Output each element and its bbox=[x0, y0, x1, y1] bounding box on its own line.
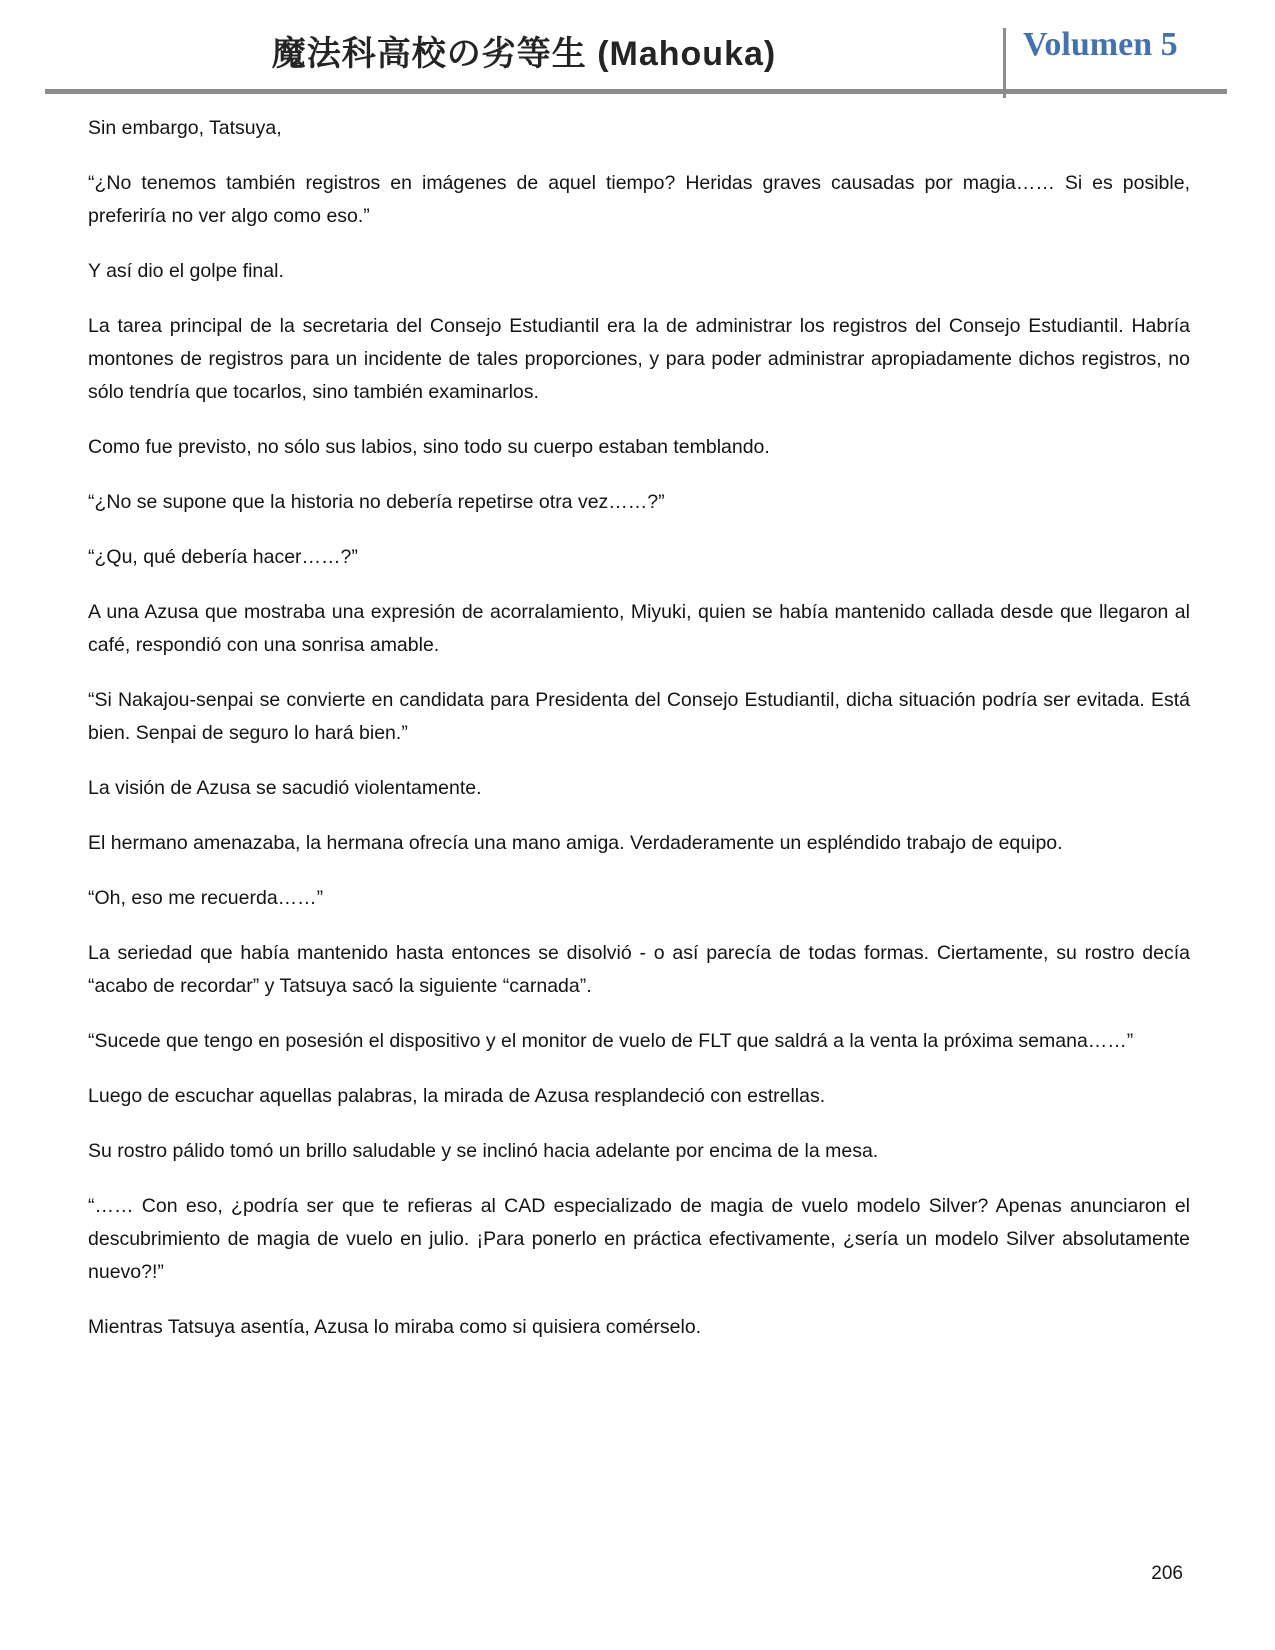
paragraph: “Oh, eso me recuerda……” bbox=[88, 887, 324, 909]
book-title: 魔法科高校の劣等生 (Mahouka) bbox=[271, 35, 777, 73]
paragraph: La visión de Azusa se sacudió violentamente. bbox=[88, 777, 482, 799]
paragraph: Mientras Tatsuya asentía, Azusa lo miraba como si quisiera comérselo. bbox=[88, 1316, 702, 1338]
paragraph: Como fue previsto, no sólo sus labios, sino todo su cuerpo estaban temblando. bbox=[88, 436, 770, 458]
paragraph: Sin embargo, Tatsuya, bbox=[88, 117, 282, 139]
page-header bbox=[0, 0, 1275, 96]
header-vertical-divider bbox=[1003, 28, 1006, 98]
paragraph: “Sucede que tengo en posesión el dispositivo y el monitor de vuelo de FLT que saldrá a la venta la próxima semana……” bbox=[88, 1030, 1134, 1052]
header-rule bbox=[45, 89, 1227, 94]
paragraph: La tarea principal de la secretaria del Consejo Estudiantil era la de administrar los registros del Consejo Estudiantil. Habría montones de registros para un incidente de tales proporciones, y para poder administrar apropiadamente dichos registros, no sólo tendría que tocarlos, sino también examinarlos. bbox=[88, 315, 1190, 403]
paragraph: Su rostro pálido tomó un brillo saludable y se inclinó hacia adelante por encima de la mesa. bbox=[88, 1140, 879, 1162]
paragraph: “¿No se supone que la historia no debería repetirse otra vez……?” bbox=[88, 491, 665, 513]
paragraph: “¿No tenemos también registros en imágenes de aquel tiempo? Heridas graves causadas por magia…… Si es posible, preferiría no ver algo como eso.” bbox=[88, 172, 1190, 227]
paragraph: Y así dio el golpe final. bbox=[88, 260, 284, 282]
paragraph: A una Azusa que mostraba una expresión de acorralamiento, Miyuki, quien se había mantenido callada desde que llegaron al café, respondió con una sonrisa amable. bbox=[88, 601, 1190, 656]
paragraph: “Si Nakajou-senpai se convierte en candidata para Presidenta del Consejo Estudiantil, dicha situación podría ser evitada. Está bien. Senpai de seguro lo hará bien.” bbox=[88, 689, 1190, 744]
paragraph: La seriedad que había mantenido hasta entonces se disolvió - o así parecía de todas formas. Ciertamente, su rostro decía “acabo de recordar” y Tatsuya sacó la siguiente “carnada”. bbox=[88, 942, 1190, 997]
paragraph: “…… Con eso, ¿podría ser que te refieras al CAD especializado de magia de vuelo modelo Silver? Apenas anunciaron el descubrimiento de magia de vuelo en julio. ¡Para ponerlo en práctica efectivamente, ¿sería un modelo Silver absolutamente nuevo?!” bbox=[88, 1195, 1190, 1283]
paragraph: “¿Qu, qué debería hacer……?” bbox=[88, 546, 358, 568]
paragraph: El hermano amenazaba, la hermana ofrecía una mano amiga. Verdaderamente un espléndido trabajo de equipo. bbox=[88, 832, 1063, 854]
page-number: 206 bbox=[1151, 1563, 1183, 1584]
paragraph: Luego de escuchar aquellas palabras, la mirada de Azusa resplandeció con estrellas. bbox=[88, 1085, 826, 1107]
volume-label: Volumen 5 bbox=[1023, 26, 1178, 63]
document-body bbox=[88, 112, 1190, 1366]
